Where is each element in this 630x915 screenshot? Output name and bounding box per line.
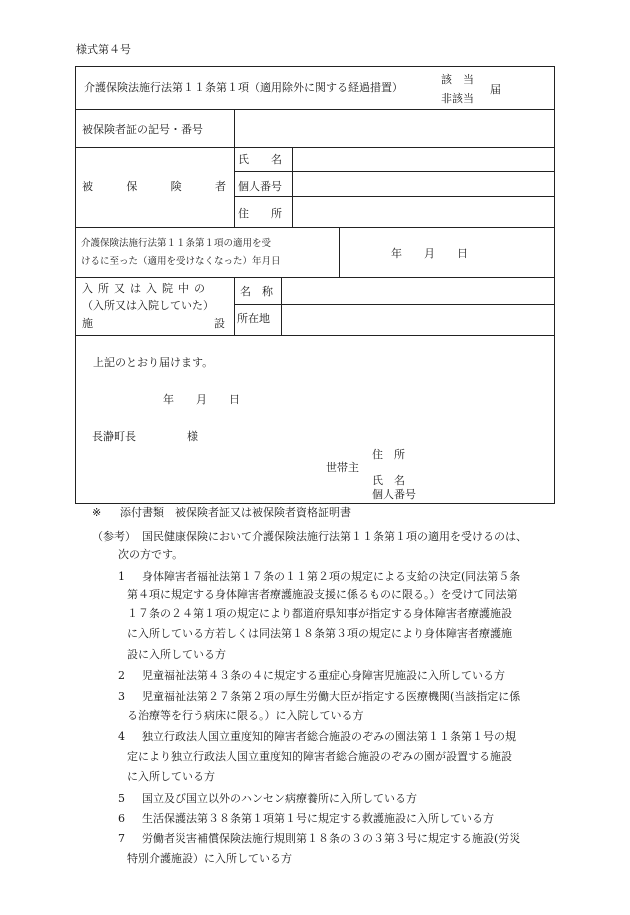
insurance-card-field[interactable] [240,124,550,138]
reference-item-line: 児童福祉法第４３条の４に規定する重症心身障害児施設に入所している方 [142,669,505,682]
householder-label: 世帯主 [326,461,359,474]
householder-name-label: 氏 名 [372,474,405,487]
form-title-suffix: 届 [490,83,501,96]
address-label: 住 所 [238,207,282,220]
reference-item-line: 生活保護法第３８条第１項第１号に規定する救護施設に入所している方 [142,812,494,825]
reference-item-number: 5 [118,792,125,805]
personal-number-field[interactable] [296,181,551,195]
option-applicable[interactable]: 該 当 [441,73,474,86]
applicability-date-field[interactable]: 年 月 日 [391,247,468,260]
declaration-statement: 上記のとおり届けます。 [93,356,214,369]
applicability-date-label-line1: 介護保険法施行法第１１条第１項の適用を受 [81,238,272,249]
reference-intro-line2: 次の方です。 [118,548,184,561]
reference-item-line: 児童福祉法第２７条第２項の厚生労働大臣が指定する医療機関(当該指定に係 [142,690,521,703]
facility-name-label: 名 称 [240,285,273,298]
reference-intro-line1: 国民健康保険において介護保険法施行法第１１条第１項の適用を受けるのは、 [142,530,527,543]
attachments-text: 添付書類 被保険者証又は被保険者資格証明書 [120,506,351,519]
reference-item-line: 定により独立行政法人国立重度知的障害者総合施設のぞみの園が設置する施設 [127,750,512,763]
facility-label-line3-start: 施 [82,317,93,330]
addressee: 長瀞町長 [92,430,136,443]
name-label: 氏 名 [238,153,282,166]
reference-item-number: 2 [118,669,125,682]
reference-item-line: 特別介護施設）に入所している方 [127,852,292,865]
facility-label-line2: （入所又は入院していた） [82,299,214,312]
householder-id-label: 個人番号 [372,488,416,501]
facility-address-field[interactable] [286,313,551,327]
reference-item-number: 7 [118,832,125,845]
reference-item-line: 独立行政法人国立重度知的障害者総合施設のぞみの園法第１１条第１号の規 [142,730,516,743]
attachments-mark: ※ [92,506,102,519]
reference-item-line: 労働者災害補償保険法施行規則第１８条の３の３第３号に規定する施設(労災 [142,832,521,845]
form-number: 様式第４号 [76,43,131,56]
reference-item-number: 4 [118,730,125,743]
reference-item-number: 6 [118,812,125,825]
name-field[interactable] [296,154,551,168]
reference-item-line: に入所している方若しくは同法第１８条第３項の規定により身体障害者療護施 [127,627,512,640]
reference-item-line: 設に入所している方 [127,648,226,661]
reference-item-number: 1 [118,570,125,583]
personal-number-label: 個人番号 [238,180,282,193]
facility-label-line3-end: 設 [214,317,225,330]
facility-label-line1: 入所又は入院中の [82,282,210,295]
reference-item-line: 第４項に規定する身体障害者療護施設支援に係るものに限る。）を受けて同法第 [127,588,518,601]
insurance-card-label: 被保険者証の記号・番号 [82,123,203,136]
address-field[interactable] [296,208,551,222]
form-title: 介護保険法施行法第１１条第１項（適用除外に関する経過措置） [84,81,403,94]
addressee-honorific: 様 [187,430,198,443]
reference-item-number: 3 [118,690,125,703]
householder-address-label: 住 所 [372,448,405,461]
applicability-date-label-line2: けるに至った（適用を受けなくなった）年月日 [81,256,281,267]
option-not-applicable[interactable]: 非該当 [441,92,474,105]
reference-label: （参考） [92,530,136,543]
reference-item-line: １７条の２４第１項の規定により都道府県知事が指定する身体障害者療護施設 [127,607,512,620]
insured-person-label: 被 保 険 者 [82,180,226,193]
facility-name-field[interactable] [286,286,551,300]
reference-item-line: 身体障害者福祉法第１７条の１１第２項の規定による支給の決定(同法第５条 [142,570,521,583]
reference-item-line: 国立及び国立以外のハンセン病療養所に入所している方 [142,792,417,805]
reference-item-line: る治療等を行う病床に限る。）に入院している方 [127,709,364,722]
declaration-date[interactable]: 年 月 日 [163,393,240,406]
facility-address-label: 所在地 [237,312,270,325]
reference-item-line: に入所している方 [127,770,215,783]
